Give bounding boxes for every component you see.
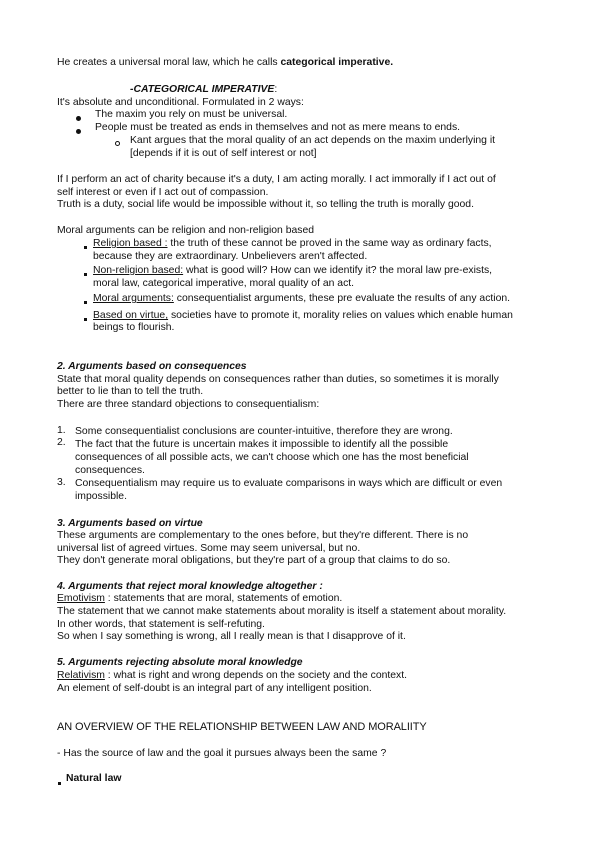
section3-heading: 3. Arguments based on virtue xyxy=(57,518,203,529)
overview-question: - Has the source of law and the goal it pursues always been the same ? xyxy=(57,748,387,759)
bullet-dot xyxy=(76,126,81,139)
moral-arg-text: what is good will? How can we identify it? the moral law pre-exists, xyxy=(183,265,493,276)
section2-para-3: There are three standard objections to consequentialism: xyxy=(57,399,320,410)
section2-heading: 2. Arguments based on consequences xyxy=(57,361,247,372)
section3-line-2: universal list of agreed virtues. Some may seem universal, but no. xyxy=(57,543,361,554)
bullet-square xyxy=(84,296,87,309)
moral-args-intro: Moral arguments can be religion and non-religion based xyxy=(57,225,315,236)
section5-heading: 5. Arguments rejecting absolute moral knowledge xyxy=(57,657,303,668)
relativism-definition: : what is right and wrong depends on the society and the context. xyxy=(104,670,408,681)
moral-arg-religion xyxy=(93,238,492,251)
sub-bullet-circle xyxy=(115,138,120,151)
moral-arg-label: Religion based : xyxy=(93,238,168,249)
section5-line: An element of self-doubt is an integral part of any intelligent position. xyxy=(57,683,372,694)
section2-item-3-l2: impossible. xyxy=(75,491,127,502)
moral-arg-virtue-cont: beings to flourish. xyxy=(93,322,175,333)
moral-arg-virtue xyxy=(93,310,513,323)
section2-item-3-l1: Consequentialism may require us to evaluate comparisons in ways which are difficult or even xyxy=(75,478,503,489)
intro-line xyxy=(57,57,393,70)
charity-line-3: Truth is a duty, social life would be impossible without it, so telling the truth is morally good. xyxy=(57,199,474,210)
list-number: 3. xyxy=(57,477,66,488)
moral-arg-text: societies have to promote it, morality relies on values which enable human xyxy=(168,310,513,321)
moral-arg-text: consequentialist arguments, these pre evaluate the results of any action. xyxy=(173,293,511,304)
list-number: 2. xyxy=(57,437,66,448)
section4-line-2: In other words, that statement is self-refuting. xyxy=(57,619,265,630)
bullet-square xyxy=(58,777,61,790)
section2-item-1: Some consequentialist conclusions are counter-intuitive, therefore they are wrong. xyxy=(75,426,453,437)
charity-line-1: If I perform an act of charity because it's a duty, I am acting morally. I act immorally if I act out of xyxy=(57,174,496,185)
section2-item-2-l3: consequences. xyxy=(75,465,145,476)
categorical-bullet-1: The maxim you rely on must be universal. xyxy=(95,109,288,120)
relativism-term: Relativism xyxy=(57,670,105,681)
categorical-title-text: -CATEGORICAL IMPERATIVE xyxy=(130,84,275,95)
categorical-title-colon: : xyxy=(274,84,278,95)
categorical-bullet-2: People must be treated as ends in themselves and not as mere means to ends. xyxy=(95,122,461,133)
section4-line-1: The statement that we cannot make statements about morality is itself a statement about morality. xyxy=(57,606,507,617)
overview-heading: AN OVERVIEW OF THE RELATIONSHIP BETWEEN LAW AND MORALIITY xyxy=(57,721,427,733)
section5-term-line xyxy=(57,670,407,683)
section2-item-2-l2: consequences of all possible acts, we can't choose which one has the most beneficial xyxy=(75,452,469,463)
categorical-sub-2: [depends if it is out of self interest or not] xyxy=(130,148,317,159)
bullet-dot xyxy=(76,113,81,126)
section4-heading: 4. Arguments that reject moral knowledge altogether : xyxy=(57,581,323,592)
section3-line-3: They don't generate moral obligations, but they're part of a group that claims to do so. xyxy=(57,555,451,566)
categorical-line1: It's absolute and unconditional. Formulated in 2 ways: xyxy=(57,97,304,108)
emotivism-term: Emotivism xyxy=(57,593,105,604)
moral-arg-nonreligion-cont: moral law, categorical imperative, moral quality of an act. xyxy=(93,278,355,289)
intro-bold-term: categorical imperative. xyxy=(280,57,394,68)
categorical-title xyxy=(130,84,277,97)
intro-prefix: He creates a universal moral law, which he calls xyxy=(57,57,281,68)
bullet-square xyxy=(84,241,87,254)
categorical-sub-1: Kant argues that the moral quality of an act depends on the maxim underlying it xyxy=(130,135,496,146)
moral-arg-label: Non-religion based: xyxy=(93,265,184,276)
section3-line-1: These arguments are complementary to the ones before, but they're different. There is no xyxy=(57,530,469,541)
emotivism-definition: : statements that are moral, statements of emotion. xyxy=(104,593,343,604)
bullet-square xyxy=(84,268,87,281)
charity-line-2: self interest or even if I act out of compassion. xyxy=(57,187,269,198)
moral-arg-text: the truth of these cannot be proved in the same way as ordinary facts, xyxy=(167,238,492,249)
moral-arg-label: Based on virtue, xyxy=(93,310,169,321)
list-number: 1. xyxy=(57,425,66,436)
section2-item-2-l1: The fact that the future is uncertain makes it impossible to identify all the possible xyxy=(75,439,449,450)
moral-arg-nonreligion xyxy=(93,265,492,278)
natural-law-heading: Natural law xyxy=(66,773,122,784)
moral-arg-religion-cont: because they are extraordinary. Unbelievers aren't affected. xyxy=(93,251,368,262)
bullet-square xyxy=(84,313,87,326)
section4-line-3: So when I say something is wrong, all I really mean is that I disapprove of it. xyxy=(57,631,406,642)
section4-term-line xyxy=(57,593,342,606)
section2-para-1: State that moral quality depends on consequences rather than duties, so sometimes it is morally xyxy=(57,374,499,385)
moral-arg-moral xyxy=(93,293,510,306)
section2-para-2: better to lie than to tell the truth. xyxy=(57,386,204,397)
moral-arg-label: Moral arguments: xyxy=(93,293,174,304)
